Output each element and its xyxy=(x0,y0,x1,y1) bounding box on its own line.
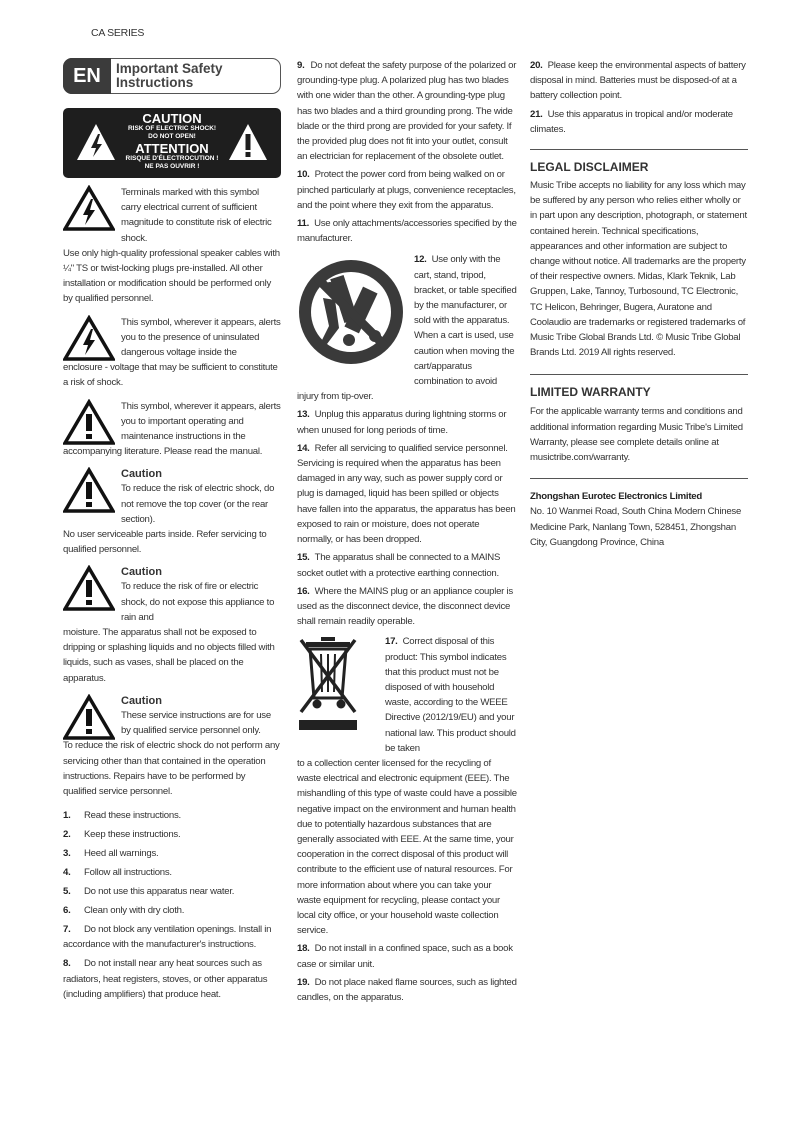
company-address: No. 10 Wanmei Road, South China Modern Chinese Medicine Park, Nanlang Town, 528451, Zhongshan City, Guangdong Province, China xyxy=(530,506,742,548)
section-header xyxy=(63,58,281,94)
no-cart-tipover-icon xyxy=(297,258,405,366)
list-item: 20. Please keep the environmental aspects of battery disposal in mind. Batteries must be disposed-of at a battery collection point. xyxy=(530,60,746,102)
list-item: 14. Refer all servicing to qualified service personnel. Servicing is required when the apparatus has been damaged in any way, such as power supply cord or plug is damaged, liquid has been spilled or objects have fallen into the apparatus, the apparatus has been exposed to rain or moisture, does not operate normally, or has been dropped. xyxy=(297,442,516,546)
exclamation-icon xyxy=(227,122,269,162)
list-item: 19. Do not place naked flame sources, such as lighted candles, on the apparatus. xyxy=(297,976,517,1003)
list-item: 13. Unplug this apparatus during lightning storms or when unused for long periods of time. xyxy=(297,409,507,436)
column-1 xyxy=(63,58,281,1006)
terminals-block: Terminals marked with this symbol carry electrical current of sufficient magnitude to constitute risk of electric shock. Use only high-quality professional speaker cables with ¼" TS or twist-locking plugs pre-installed. All other installation or modification should be performed only by qualified personnel. xyxy=(63,187,280,305)
exclamation-warning-icon xyxy=(63,694,115,740)
list-item: 16. Where the MAINS plug or an appliance coupler is used as the disconnect device, the disconnect device shall remain readily operable. xyxy=(297,585,513,628)
divider xyxy=(530,478,748,479)
list-item: 10. Protect the power cord from being walked on or pinched particularly at plugs, convenience receptacles, and the point where they exit from the apparatus. xyxy=(297,169,516,211)
list-item: 15. The apparatus shall be connected to a MAINS socket outlet with a protective earthing connection. xyxy=(297,552,501,579)
safety-instruction-list xyxy=(63,808,281,1002)
list-item: 8. Do not install near any heat sources such as radiators, heat registers, stoves, or other apparatus (including amplifiers) that produce heat. xyxy=(63,958,268,1000)
caution-word: CAUTION xyxy=(142,111,202,126)
list-item: 1. Read these instructions. xyxy=(63,810,181,822)
legal-disclaimer-heading: LEGAL DISCLAIMER xyxy=(530,160,649,175)
divider xyxy=(530,374,748,375)
divider xyxy=(530,149,748,150)
exclamation-warning-icon xyxy=(63,565,115,611)
list-item: 17. Correct disposal of this product: This symbol indicates that this product must not be disposed of with household waste, according to the WEEE Directive (2012/19/EU) and your national law. This product should be taken xyxy=(385,636,516,754)
list-item: 3. Heed all warnings. xyxy=(63,848,159,860)
attention-word: ATTENTION xyxy=(135,141,209,156)
list-item: 21. Use this apparatus in tropical and/or moderate climates. xyxy=(530,108,733,135)
lightning-bolt-icon xyxy=(75,122,117,162)
weee-crossed-bin-icon xyxy=(297,636,359,734)
series-label: CA SERIES xyxy=(91,27,145,39)
list-item: 9. Do not defeat the safety purpose of the polarized or grounding-type plug. A polarized plug has two blades with one wider than the other. A grounding-type plug has two blades and a third grounding prong. The wide blade or the third prong are provided for your safety. If the provided plug does not fit into your outlet, consult an electrician for replacement of the obsolete outlet. xyxy=(297,60,517,163)
weee-block: 17. Correct disposal of this product: This symbol indicates that this product must not be disposed of with household waste, according to the WEEE Directive (2012/19/EU) and your national law. This product should be taken to a collection center licensed for the recycling of waste electrical and electronic equipment (EEE). The mishandling of this type of waste could have a possible negative impact on the environment and human health due to potentially hazardous substances that are generally associated with EEE. At the same time, your cooperation in the correct disposal of this product will contribute to the efficient use of natural resources. For more information about where you can take your waste equipment for recycling, please contact your local city office, or your household waste collection service. xyxy=(297,636,517,937)
list-item: 6. Clean only with dry cloth. xyxy=(63,905,185,917)
caution-block-3: Caution These service instructions are for use by qualified service personnel only. To reduce the risk of electric shock do not perform any servicing other than that contained in the operation instructions. Repairs have to be performed by qualified service personnel. xyxy=(63,694,280,797)
lightning-warning-icon xyxy=(63,185,115,231)
lightning-warning-icon xyxy=(63,315,115,361)
column-3 xyxy=(530,58,748,550)
exclamation-warning-icon xyxy=(63,399,115,445)
list-item: 12. Use only with the cart, stand, tripod, bracket, or table specified by the manufacturer, or sold with the apparatus. When a cart is used, use caution when moving the cart/apparatus combination to avoid xyxy=(414,254,517,388)
company-name: Zhongshan Eurotec Electronics Limited xyxy=(530,491,702,503)
caution-label-box: CAUTION RISK OF ELECTRIC SHOCK! DO NOT OPEN! ATTENTION RISQUE D'ÉLECTROCUTION ! NE PAS OUVRIR ! xyxy=(63,108,281,178)
list-item: 11. Use only attachments/accessories specified by the manufacturer. xyxy=(297,218,517,245)
list-item: 5. Do not use this apparatus near water. xyxy=(63,886,235,898)
section-title: Important Safety Instructions xyxy=(116,61,223,90)
voltage-symbol-block: This symbol, wherever it appears, alerts you to the presence of uninsulated dangerous voltage inside the enclosure - voltage that may be sufficient to constitute a risk of shock. xyxy=(63,316,281,389)
limited-warranty-text: For the applicable warranty terms and conditions and additional information regarding Music Tribe's Limited Warranty, please see complete details online at musictribe.com/warranty. xyxy=(530,406,743,464)
limited-warranty-heading: LIMITED WARRANTY xyxy=(530,385,651,400)
legal-disclaimer-text: Music Tribe accepts no liability for any loss which may be suffered by any person who relies either wholly or in part upon any description, photograph, or statement contained herein. Technical specifications, appearances and other information are subject to change without notice. All trademarks are the property of their respective owners. Midas, Klark Teknik, Lab Gruppen, Lake, Tannoy, Turbosound, TC Electronic, TC Helicon, Behringer, Bugera, Auratone and Coolaudio are trademarks or registered trademarks of Music Tribe Global Brands Ltd. © Music Tribe Global Brands Ltd. 2019 All rights reserved. xyxy=(530,180,747,359)
list-item: 18. Do not install in a confined space, such as a book case or similar unit. xyxy=(297,943,513,970)
list-item: 4. Follow all instructions. xyxy=(63,867,172,879)
language-badge: EN xyxy=(63,58,111,94)
exclamation-warning-icon xyxy=(63,467,115,513)
caution-block-2: Caution To reduce the risk of fire or electric shock, do not expose this appliance to rain and moisture. The apparatus shall not be exposed to dripping or splashing liquids and no objects filled with liquids, such as vases, shall be placed on the apparatus. xyxy=(63,566,275,684)
caution-block-1: Caution To reduce the risk of electric shock, do not remove the top cover (or the rear section). No user serviceable parts inside. Refer servicing to qualified personnel. xyxy=(63,468,275,556)
instructions-symbol-block: This symbol, wherever it appears, alerts you to important operating and maintenance instructions in the accompanying literature. Please read the manual. xyxy=(63,400,281,458)
cart-warning-block: 12. Use only with the cart, stand, tripod, bracket, or table specified by the manufacturer, or sold with the apparatus. When a cart is used, use caution when moving the cart/apparatus combination to avoid injury from tip-over. xyxy=(297,254,517,403)
column-2 xyxy=(297,58,517,1005)
list-item: 2. Keep these instructions. xyxy=(63,829,181,841)
list-item: 7. Do not block any ventilation openings. Install in accordance with the manufacturer's instructions. xyxy=(63,924,272,951)
